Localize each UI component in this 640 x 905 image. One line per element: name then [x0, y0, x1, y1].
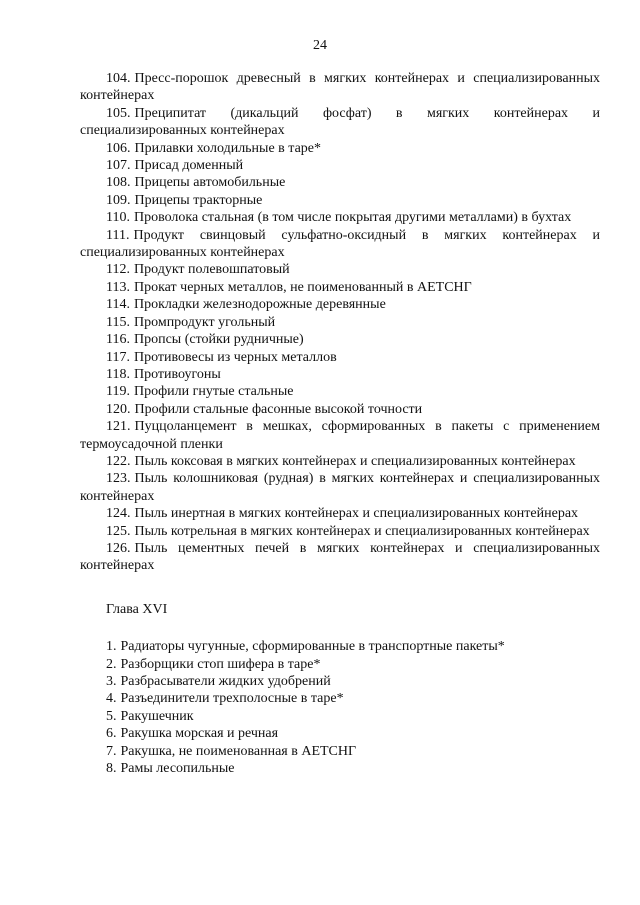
list-item-text: Пропсы (стойки рудничные): [133, 332, 304, 348]
list-item-number: 113.: [106, 279, 130, 295]
list-item: [80, 366, 600, 383]
list-item: [80, 331, 600, 348]
list-item: [80, 227, 600, 262]
chapter-item-text: Радиаторы чугунные, сформированные в транспортные пакеты*: [120, 639, 505, 655]
list-item-number: 104.: [106, 71, 131, 86]
list-item-text: Преципитат (дикальций фосфат) в мягких контейнерах и специализированных контейнерах: [80, 105, 600, 139]
list-item-number: 105.: [106, 105, 131, 121]
list-item-number: 122.: [106, 453, 131, 469]
list-item-number: 126.: [106, 540, 131, 556]
list-item: [80, 296, 600, 313]
list-item-number: 125.: [106, 523, 131, 539]
chapter-item: [106, 656, 600, 673]
list-item-text: Промпродукт угольный: [133, 314, 276, 330]
list-item-text: Прокат черных металлов, не поименованный в АЕТСНГ: [133, 279, 472, 295]
list-item: [80, 174, 600, 191]
list-item: [80, 279, 600, 296]
list-item-number: 109.: [106, 192, 131, 208]
chapter-item-text: Разбрасыватели жидких удобрений: [120, 674, 331, 689]
chapter-title: Глава XVI: [106, 601, 168, 617]
list-item-text: Противовесы из черных металлов: [133, 349, 337, 365]
chapter-item: [106, 725, 600, 742]
list-item-number: 121.: [106, 419, 131, 435]
list-item-text: Профили гнутые стальные: [133, 384, 294, 400]
list-item-text: Пыль колошниковая (рудная) в мягких контейнерах и специализированных контейнерах: [80, 471, 600, 504]
list-item-number: 117.: [106, 349, 130, 365]
list-item: [80, 523, 600, 540]
list-item-text: Присад доменный: [134, 158, 244, 174]
list-item-number: 110.: [106, 210, 130, 226]
list-item: [80, 383, 600, 400]
list-item: [80, 453, 600, 470]
list-item-number: 115.: [106, 314, 130, 330]
chapter-item: [106, 690, 600, 707]
chapter-item-text: Ракушка, не поименованная в АЕТСНГ: [120, 743, 357, 759]
list-item-number: 116.: [106, 332, 130, 348]
chapter-item-number: 7.: [106, 743, 117, 759]
chapter-item-number: 2.: [106, 656, 117, 672]
list-item: [80, 140, 600, 157]
page-number: 24: [313, 38, 327, 53]
list-item: [80, 540, 600, 575]
list-item-text: Прокладки железнодорожные деревянные: [133, 297, 386, 313]
list-item: [80, 314, 600, 331]
list-item: [80, 70, 600, 105]
list-item: [80, 209, 600, 226]
list-item: [80, 470, 600, 505]
list-item-number: 118.: [106, 366, 130, 382]
list-item-text: Пуццоланцемент в мешках, сформированных в пакеты с применением термоусадочной пленки: [80, 419, 600, 452]
chapter-item-number: 3.: [106, 674, 117, 689]
list-item-number: 114.: [106, 297, 130, 313]
list-item-text: Проволока стальная (в том числе покрытая другими металлами) в бухтах: [133, 210, 572, 226]
chapter-item-list: [80, 638, 600, 777]
chapter-item: [106, 708, 600, 725]
list-item-text: Пыль котрельная в мягких контейнерах и специализированных контейнерах: [134, 523, 590, 539]
list-item-number: 124.: [106, 506, 131, 522]
list-item-text: Пресс-порошок древесный в мягких контейнерах и специализированных контейнерах: [80, 71, 600, 104]
chapter-item: [106, 760, 600, 777]
list-item-text: Пыль коксовая в мягких контейнерах и специализированных контейнерах: [134, 453, 576, 469]
list-item-number: 111.: [106, 227, 130, 243]
list-item: [80, 349, 600, 366]
list-item: [80, 192, 600, 209]
chapter-item: [106, 743, 600, 760]
list-item-text: Продукт полевошпатовый: [133, 262, 290, 278]
entry-list: [80, 70, 600, 575]
chapter-item-text: Ракушка морская и речная: [120, 726, 279, 742]
chapter-item-number: 6.: [106, 726, 117, 742]
list-item-text: Пыль цементных печей в мягких контейнерах и специализированных контейнерах: [80, 540, 600, 574]
chapter-item-text: Ракушечник: [120, 708, 194, 724]
document-content: [80, 70, 600, 777]
chapter-item-text: Разъединители трехполосные в таре*: [120, 691, 344, 707]
list-item-number: 120.: [106, 401, 131, 417]
list-item: [80, 105, 600, 140]
list-item-text: Противоугоны: [133, 366, 221, 382]
chapter-item-number: 4.: [106, 691, 117, 707]
list-item-number: 119.: [106, 384, 130, 400]
list-item-text: Профили стальные фасонные высокой точности: [134, 401, 423, 417]
list-item: [80, 401, 600, 418]
chapter-item-text: Разборщики стоп шифера в таре*: [120, 656, 321, 672]
chapter-item-number: 8.: [106, 761, 117, 777]
chapter-item: [106, 673, 600, 690]
chapter-item: [106, 638, 600, 655]
list-item-text: Продукт свинцовый сульфатно-оксидный в мягких контейнерах и специализированных контейнерах: [80, 227, 600, 261]
list-item: [80, 261, 600, 278]
list-item-text: Пыль инертная в мягких контейнерах и специализированных контейнерах: [134, 506, 579, 522]
list-item-number: 112.: [106, 262, 130, 278]
list-item-number: 107.: [106, 158, 131, 174]
list-item: [80, 505, 600, 522]
list-item: [80, 157, 600, 174]
list-item-number: 108.: [106, 175, 131, 191]
list-item-number: 106.: [106, 140, 131, 156]
list-item: [80, 418, 600, 453]
chapter-item-number: 1.: [106, 639, 117, 655]
chapter-item-text: Рамы лесопильные: [120, 761, 235, 777]
list-item-text: Прицепы тракторные: [134, 192, 263, 208]
chapter-item-number: 5.: [106, 708, 117, 724]
list-item-number: 123.: [106, 471, 131, 487]
list-item-text: Прицепы автомобильные: [134, 175, 286, 191]
list-item-text: Прилавки холодильные в таре*: [134, 140, 321, 156]
